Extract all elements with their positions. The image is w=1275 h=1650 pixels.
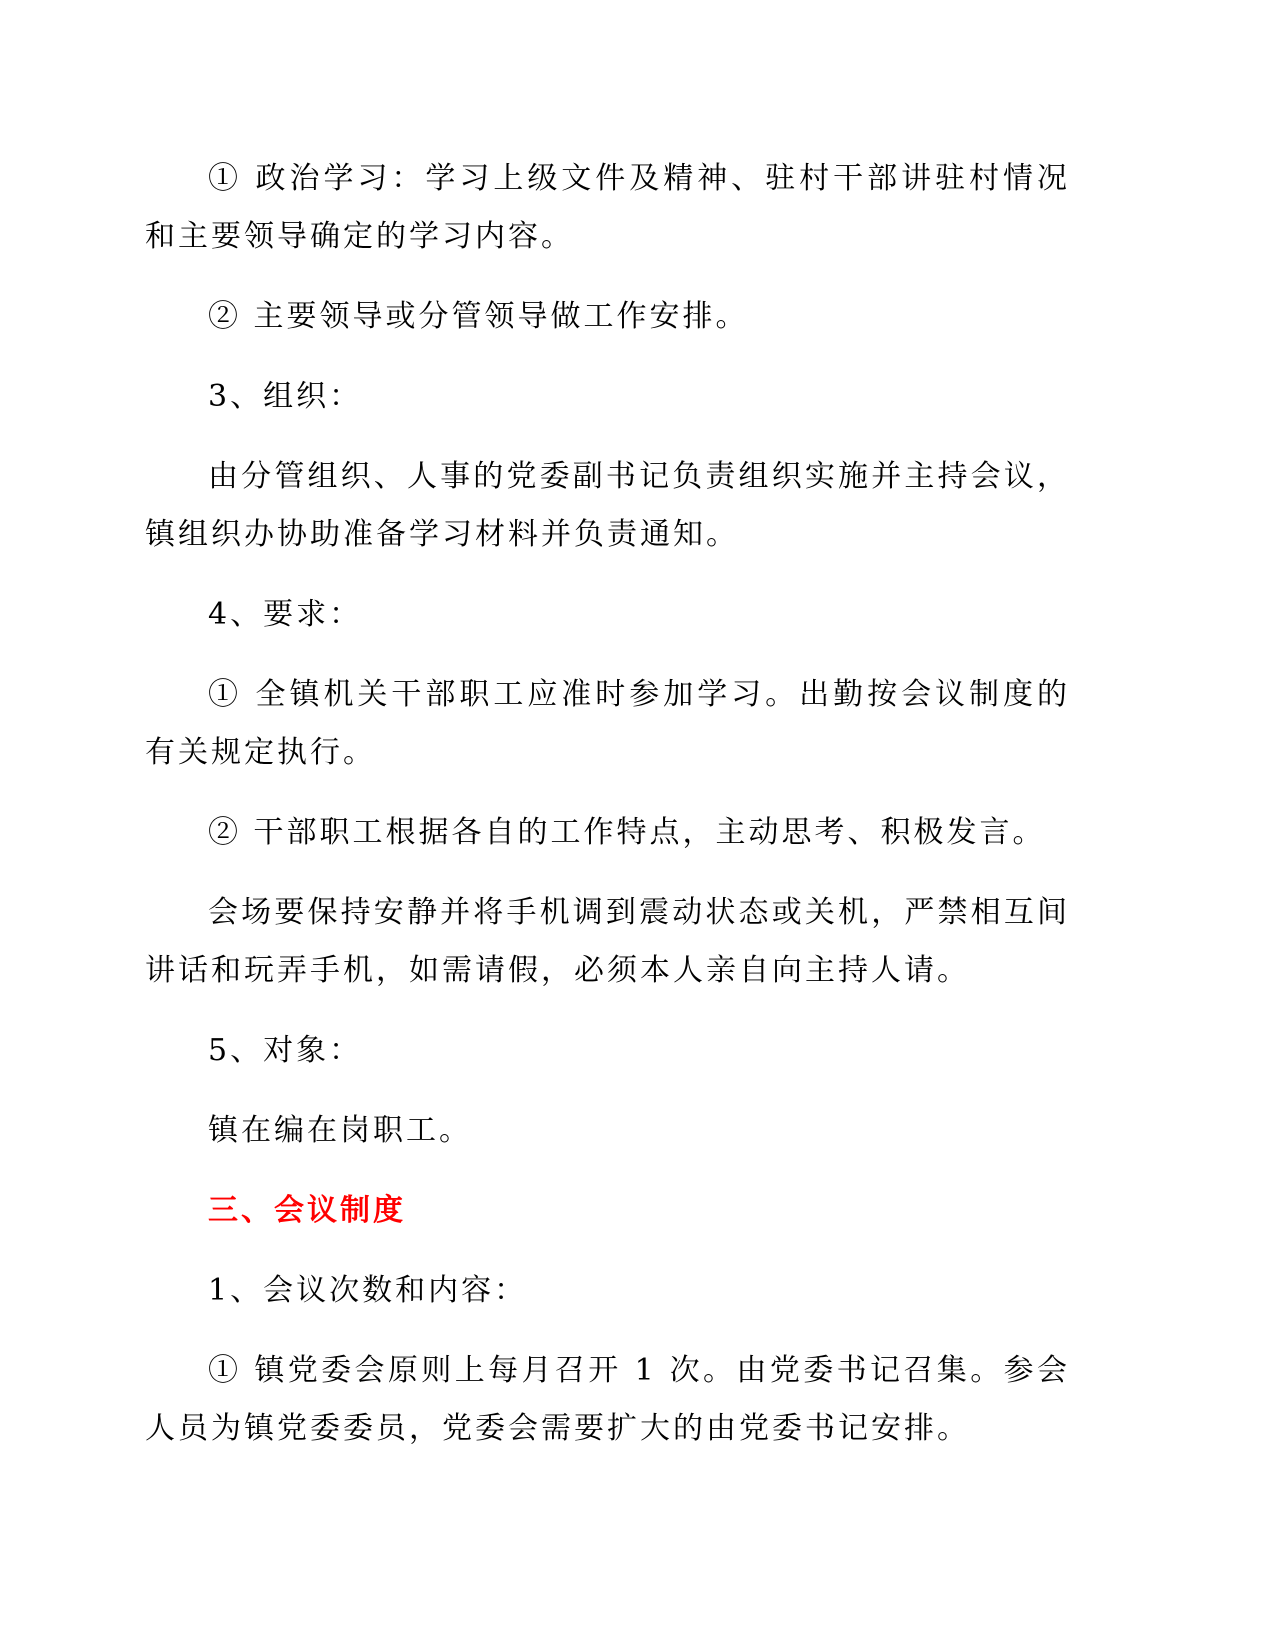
section-requirements-heading: 4、要求： bbox=[208, 597, 363, 632]
paragraph-party-committee-meeting: ① 镇党委会原则上每月召开 1 次。由党委书记召集。参会人员为镇党委委员，党委会需要扩大的由党委书记安排。 bbox=[145, 1353, 1070, 1446]
section-meeting-system-heading: 三、会议制度 bbox=[208, 1193, 406, 1228]
section-meeting-count-heading: 1、会议次数和内容： bbox=[208, 1273, 528, 1308]
document-page bbox=[145, 150, 1070, 1480]
paragraph-attendance-requirement: ① 全镇机关干部职工应准时参加学习。出勤按会议制度的有关规定执行。 bbox=[145, 677, 1070, 770]
paragraph-work-arrangement: ② 主要领导或分管领导做工作安排。 bbox=[208, 299, 749, 334]
paragraph-meeting-discipline: 会场要保持安静并将手机调到震动状态或关机，严禁相互间讲话和玩弄手机，如需请假，必须本人亲自向主持人请。 bbox=[145, 895, 1070, 988]
section-organization-heading: 3、组织： bbox=[208, 379, 363, 414]
paragraph-political-study: ① 政治学习：学习上级文件及精神、驻村干部讲驻村情况和主要领导确定的学习内容。 bbox=[145, 161, 1070, 254]
paragraph-target: 镇在编在岗职工。 bbox=[208, 1113, 472, 1148]
section-target-heading: 5、对象： bbox=[208, 1033, 363, 1068]
paragraph-participation-requirement: ② 干部职工根据各自的工作特点，主动思考、积极发言。 bbox=[208, 815, 1046, 850]
paragraph-organization: 由分管组织、人事的党委副书记负责组织实施并主持会议，镇组织办协助准备学习材料并负责通知。 bbox=[145, 459, 1070, 552]
